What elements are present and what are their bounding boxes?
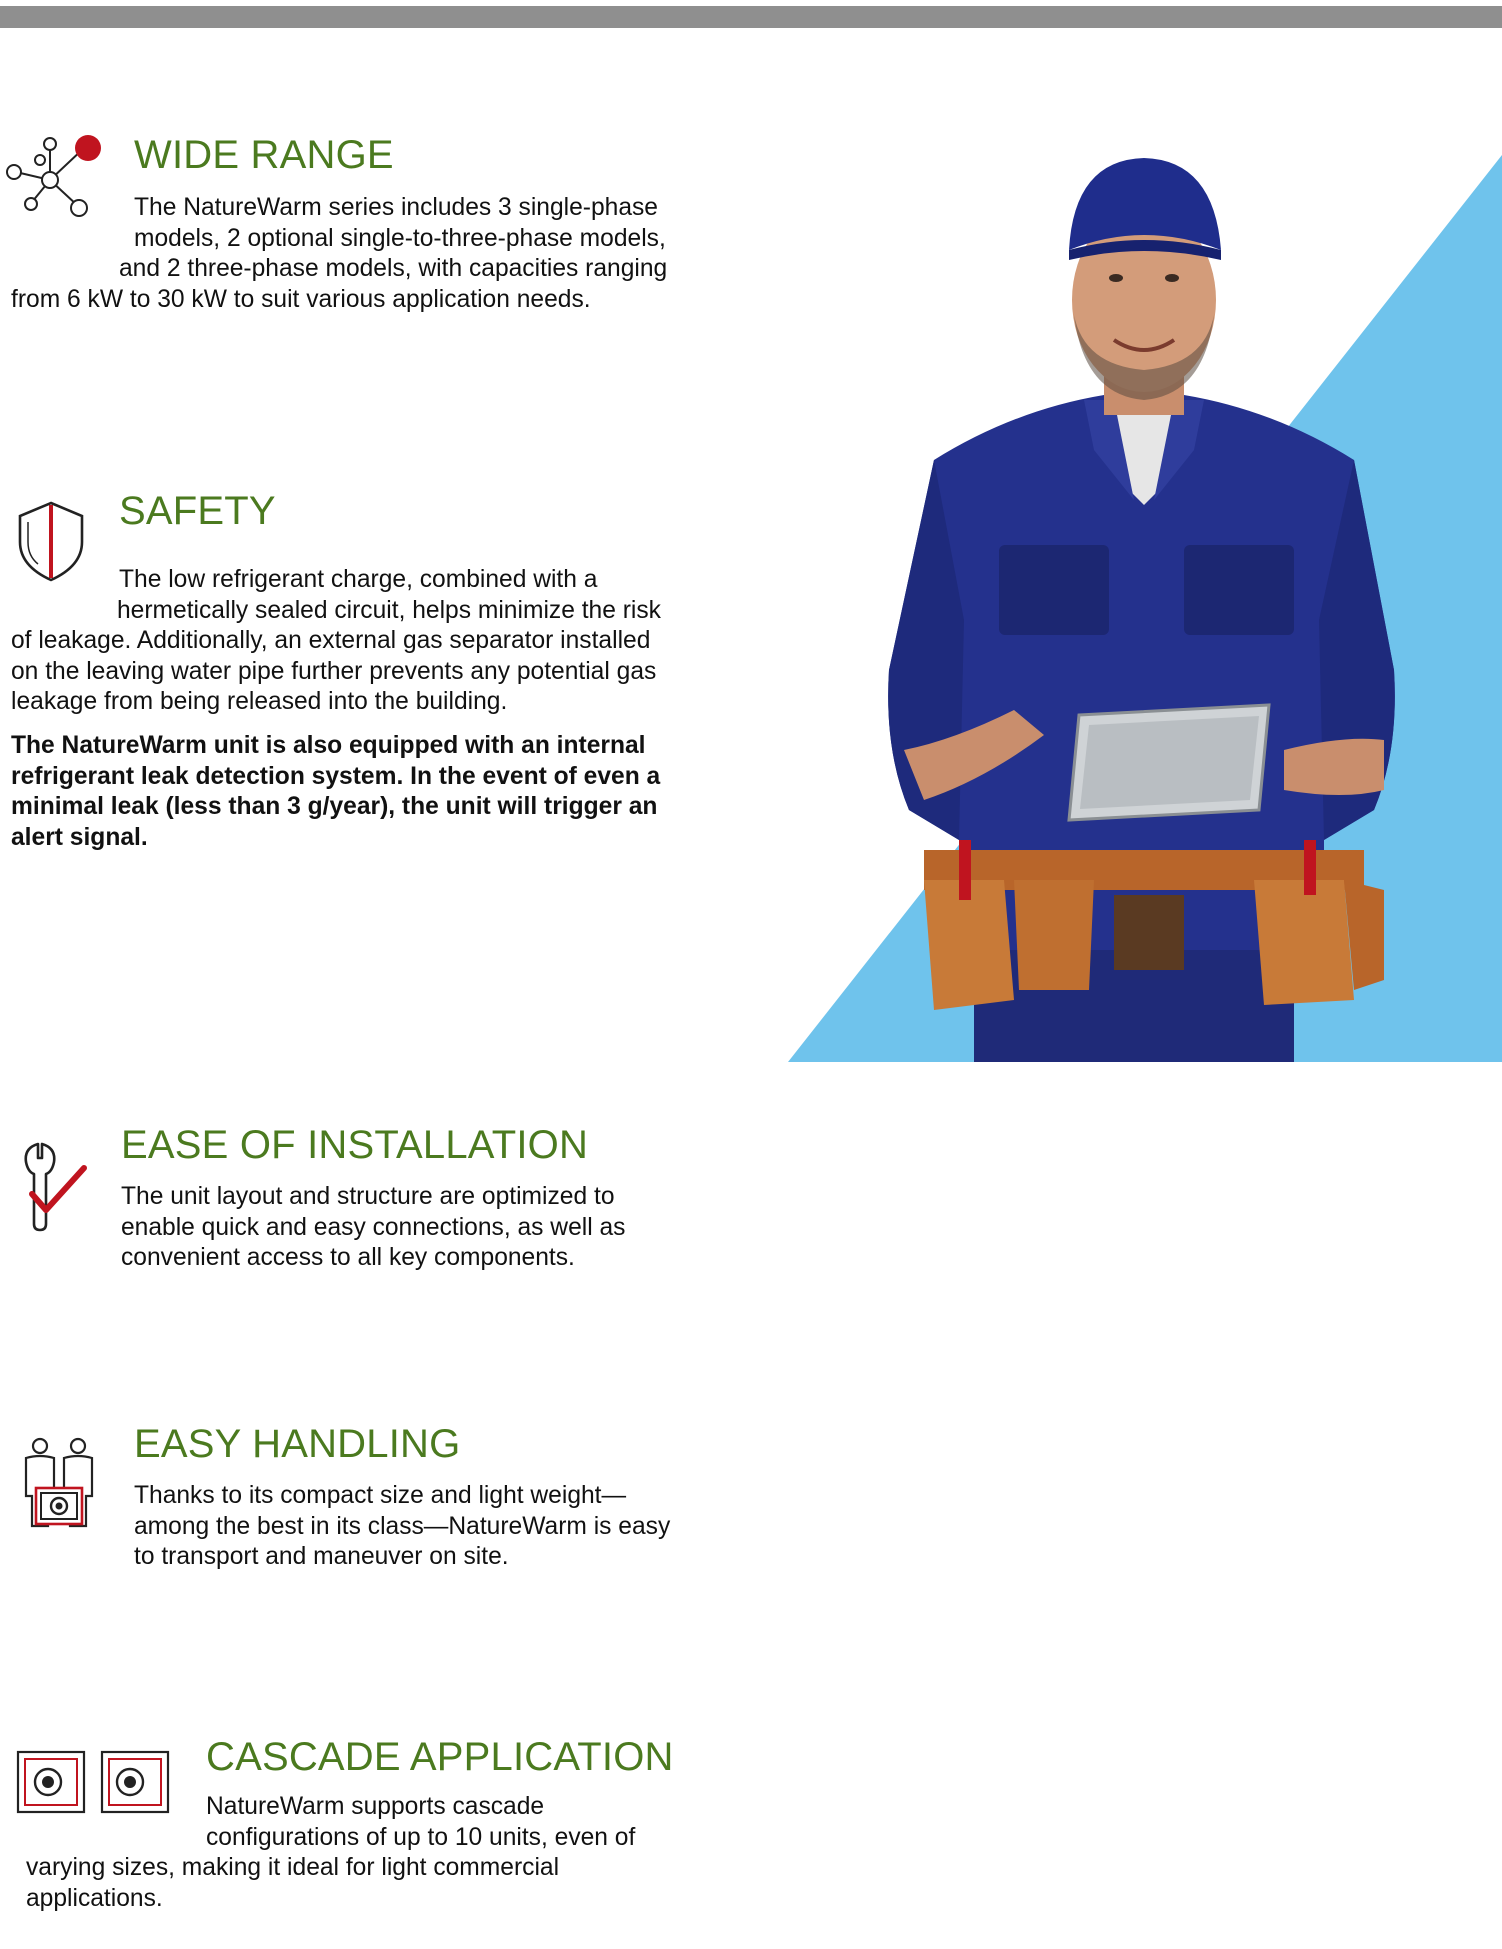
installation-title: EASE OF INSTALLATION: [121, 1123, 589, 1167]
two-people-carry-icon: [20, 1436, 100, 1532]
wide-range-title: WIDE RANGE: [134, 133, 394, 177]
handling-title: EASY HANDLING: [134, 1422, 461, 1466]
wide-range-text: The NatureWarm series includes 3 single-phase models, 2 optional single-to-three-phase models, and 2 three-phase models, with capacities ranging from 6 kW to 30 kW to suit various application needs.: [11, 194, 668, 313]
wrench-check-icon: [20, 1140, 90, 1232]
cascade-text: NatureWarm supports cascade configurations of up to 10 units, even of varying sizes, making it ideal for light commercial applications.: [26, 1793, 636, 1912]
installation-text: The unit layout and structure are optimized to enable quick and easy connections, as well as convenient access to all key components.: [121, 1183, 626, 1271]
handling-text: Thanks to its compact size and light weight— among the best in its class—NatureWarm is easy to transport and maneuver on site.: [134, 1482, 671, 1570]
technician-illustration: [784, 150, 1502, 1062]
cascade-title: CASCADE APPLICATION: [206, 1735, 674, 1779]
top-bar: [0, 6, 1502, 28]
safety-bold-text: The NatureWarm unit is also equipped with an internal refrigerant leak detection system. In the event of even a minimal leak (less than 3 g/year), the unit will trigger an alert signal.: [11, 732, 661, 851]
safety-title: SAFETY: [119, 489, 276, 533]
safety-text: The low refrigerant charge, combined with a hermetically sealed circuit, helps minimize the risk of leakage. Additionally, an external gas separator installed on the leaving water pipe further prevents any potential gas leakage from being released into the building.: [11, 566, 661, 715]
